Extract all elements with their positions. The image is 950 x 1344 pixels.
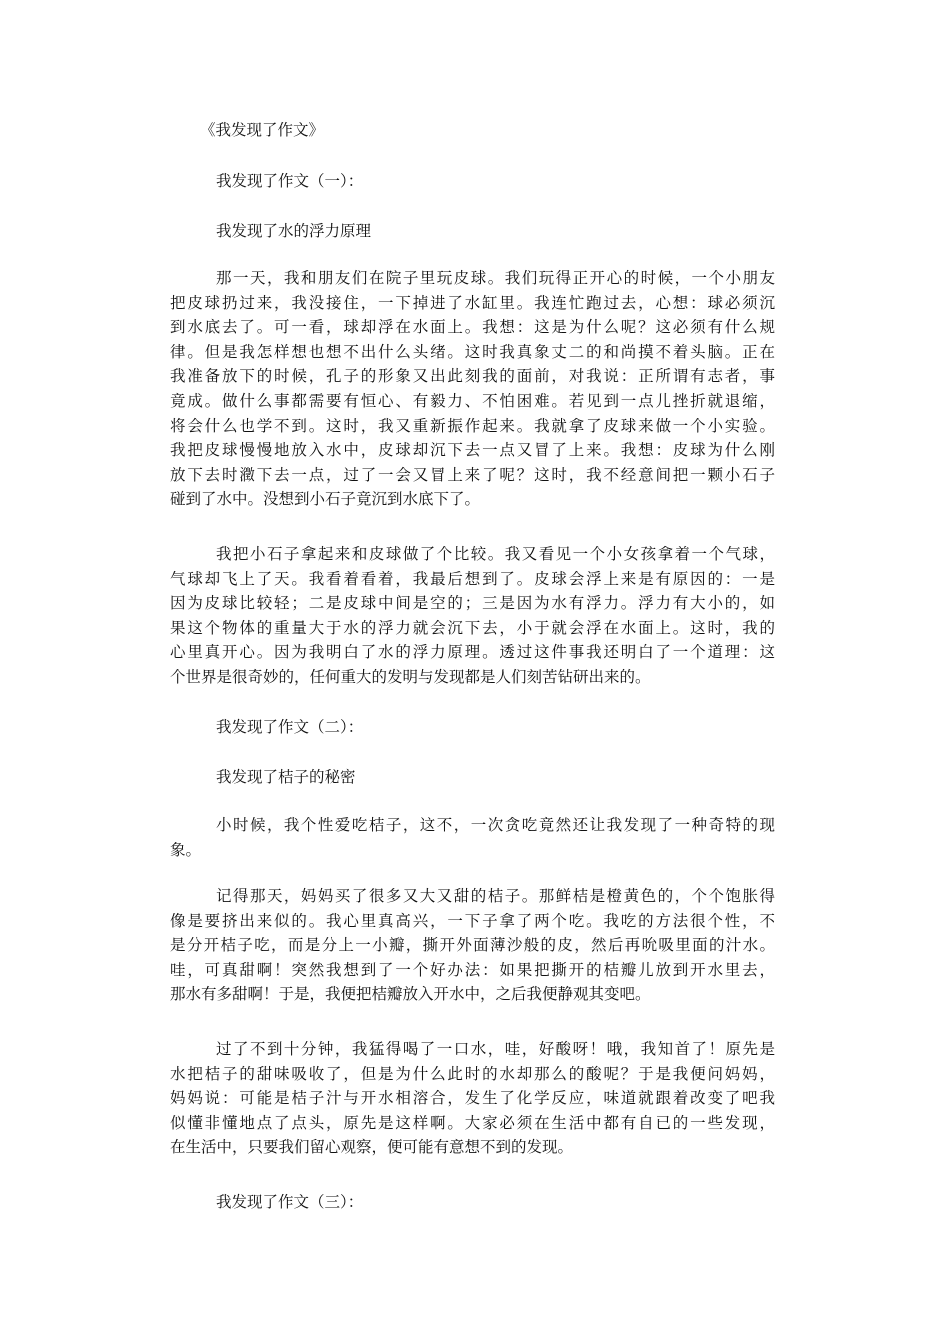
paragraph-line: 记得那天，妈妈买了很多又大又甜的桔子。那鲜桔是橙黄色的，个个饱胀得 (216, 887, 775, 905)
paragraph-line: 哇，可真甜啊！突然我想到了一个好办法：如果把撕开的桔瓣儿放到开水里去， (170, 960, 775, 979)
section-heading-3 (170, 1190, 775, 1215)
section-subtitle-1 (170, 219, 775, 244)
section-heading-1 (170, 169, 775, 194)
paragraph-line: 我准备放下的时候，孔子的形象又出此刻我的面前，对我说：正所谓有志者，事 (170, 367, 775, 386)
paragraph-line: 因为皮球比较轻；二是皮球中间是空的；三是因为水有浮力。浮力有大小的，如 (170, 594, 775, 613)
paragraph-line: 心里真开心。因为我明白了水的浮力原理。透过这件事我还明白了一个道理：这 (170, 643, 775, 662)
section-heading-2 (170, 715, 775, 740)
section-subtitle-2 (170, 765, 775, 790)
paragraph-line: 像是要挤出来似的。我心里真高兴，一下子拿了两个吃。我吃的方法很个性，不 (170, 911, 775, 930)
paragraph-line: 律。但是我怎样想也想不出什么头绪。这时我真象丈二的和尚摸不着头脑。正在 (170, 342, 775, 361)
document-title (170, 118, 775, 143)
paragraph-line: 小时候，我个性爱吃桔子，这不，一次贪吃竟然还让我发现了一种奇特的现 (216, 816, 775, 834)
heading-text: 我发现了作文（一）： (216, 172, 364, 190)
paragraph-line: 象。 (170, 840, 202, 859)
heading-text: 我发现了作文（三）： (216, 1193, 364, 1211)
paragraph-line: 将会什么也学不到。这时，我又重新振作起来。我就拿了皮球来做一个小实验。 (170, 416, 775, 435)
paragraph-line: 在生活中，只要我们留心观察，便可能有意想不到的发现。 (170, 1138, 574, 1157)
paragraph-line: 个世界是很奇妙的，任何重大的发明与发现都是人们刻苦钻研出来的。 (170, 667, 651, 686)
heading-text: 我发现了作文（二）： (216, 718, 364, 736)
paragraph-line: 那一天，我和朋友们在院子里玩皮球。我们玩得正开心的时候，一个小朋友 (216, 269, 775, 287)
title-text: 《我发现了作文》 (200, 121, 325, 139)
paragraph-line: 是分开桔子吃，而是分上一小瓣，撕开外面薄沙般的皮，然后再吮吸里面的汁水。 (170, 936, 775, 955)
paragraph-2-1 (170, 813, 775, 862)
paragraph-line: 果这个物体的重量大于水的浮力就会沉下去，小于就会浮在水面上。这时，我的 (170, 618, 775, 637)
paragraph-1-2 (170, 542, 775, 690)
paragraph-2-3 (170, 1037, 775, 1160)
paragraph-2-2 (170, 884, 775, 1007)
paragraph-line: 放下去时瀓下去一点，过了一会又冒上来了呢？这时，我不经意间把一颗小石子 (170, 465, 775, 484)
subtitle-text: 我发现了桔子的秘密 (216, 768, 356, 786)
paragraph-line: 似懂非懂地点了点头，原先是这样啊。大家必须在生活中都有自已的一些发现， (170, 1113, 775, 1132)
paragraph-line: 到水底去了。可一看，球却浮在水面上。我想：这是为什么呢？这必须有什么规 (170, 318, 775, 337)
paragraph-line: 那水有多甜啊！于是，我便把桔瓣放入开水中，之后我便静观其变吧。 (170, 985, 651, 1004)
subtitle-text: 我发现了水的浮力原理 (216, 222, 372, 240)
paragraph-1-1 (170, 266, 775, 512)
paragraph-line: 把皮球扔过来，我没接住，一下掉进了水缸里。我连忙跑过去，心想：球必须沉 (170, 293, 775, 312)
paragraph-line: 水把桔子的甜味吸收了，但是为什么此时的水却那么的酸呢？于是我便问妈妈， (170, 1064, 775, 1083)
paragraph-line: 碰到了水中。没想到小石子竟沉到水底下了。 (170, 490, 481, 509)
paragraph-line: 竟成。做什么事都需要有恒心、有毅力、不怕困难。若见到一点儿挫折就退缩， (170, 391, 775, 410)
paragraph-line: 妈妈说：可能是桔子汁与开水相溶合，发生了化学反应，味道就跟着改变了吧我 (170, 1089, 775, 1108)
paragraph-line: 过了不到十分钟，我猛得喝了一口水，哇，好酸呀！哦，我知首了！原先是 (216, 1040, 775, 1058)
paragraph-line: 我把小石子拿起来和皮球做了个比较。我又看见一个小女孩拿着一个气球， (216, 545, 775, 563)
paragraph-line: 气球却飞上了天。我看着看着，我最后想到了。皮球会浮上来是有原因的：一是 (170, 569, 775, 588)
paragraph-line: 我把皮球慢慢地放入水中，皮球却沉下去一点又冒了上来。我想：皮球为什么刚 (170, 441, 775, 460)
